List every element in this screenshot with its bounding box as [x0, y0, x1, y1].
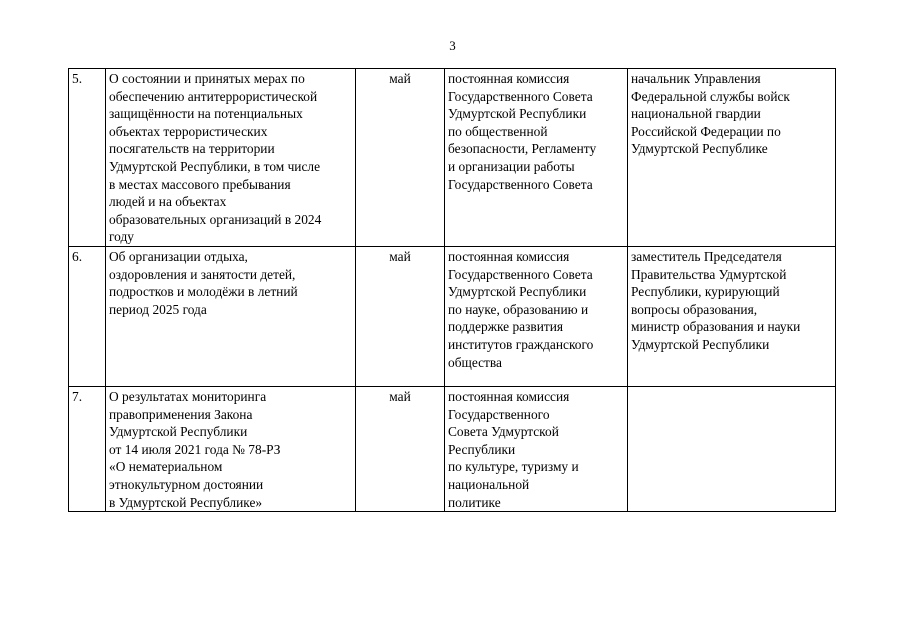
- committee-line: Государственного Совета: [448, 266, 593, 282]
- speaker-line: министр образования и науки: [631, 319, 801, 335]
- topic-line: подростков и молодёжи в летний: [109, 284, 298, 300]
- topic-line: О состоянии и принятых мерах по: [109, 71, 305, 86]
- topic-cell: [106, 69, 356, 247]
- topic-line: Об организации отдыха,: [109, 248, 248, 264]
- committee-line: Удмуртской Республики: [448, 106, 587, 122]
- committee-line: постоянная комиссия: [448, 71, 570, 86]
- month-cell: май: [356, 386, 445, 511]
- committee-line: Совета Удмуртской: [448, 424, 559, 440]
- speaker-line: Удмуртской Республики: [631, 336, 770, 352]
- topic-line: в Удмуртской Республике»: [109, 494, 263, 510]
- committee-line: постоянная комиссия: [448, 388, 570, 404]
- topic-line: образовательных организаций в 2024: [109, 211, 322, 227]
- row-number: 6.: [69, 246, 106, 386]
- speaker-line: заместитель Председателя: [631, 248, 782, 264]
- committee-line: национальной: [448, 476, 530, 492]
- committee-line: общества: [448, 354, 502, 370]
- committee-line: по науке, образованию и: [448, 301, 589, 317]
- topic-line: защищённости на потенциальных: [109, 106, 303, 122]
- committee-line: по культуре, туризму и: [448, 459, 579, 475]
- topic-line: этнокультурном достоянии: [109, 476, 264, 492]
- topic-line: людей и на объектах: [109, 194, 227, 210]
- committee-line: Удмуртской Республики: [448, 284, 587, 300]
- topic-line: правоприменения Закона: [109, 406, 253, 422]
- speaker-line: Российской Федерации по: [631, 123, 781, 139]
- speaker-line: Республики, курирующий: [631, 284, 780, 300]
- committee-line: поддержке развития: [448, 319, 564, 335]
- table-row: [69, 246, 836, 386]
- month-cell: май: [356, 69, 445, 247]
- topic-line: О результатах мониторинга: [109, 388, 267, 404]
- speaker-cell: [628, 69, 836, 247]
- committee-line: Государственного: [448, 406, 550, 422]
- topic-cell: [106, 246, 356, 386]
- speaker-cell: [628, 386, 836, 511]
- topic-cell: [106, 386, 356, 511]
- topic-line: объектах террористических: [109, 123, 268, 139]
- topic-line: Удмуртской Республики, в том числе: [109, 158, 321, 174]
- table-row: [69, 386, 836, 511]
- work-plan-table: [68, 68, 836, 512]
- page-number: 3: [449, 38, 456, 53]
- topic-line: обеспечению антитеррористической: [109, 88, 318, 104]
- speaker-line: национальной гвардии: [631, 106, 761, 122]
- committee-line: политике: [448, 494, 501, 510]
- committee-line: безопасности, Регламенту: [448, 141, 597, 157]
- speaker-cell: [628, 246, 836, 386]
- row-number: 5.: [69, 69, 106, 247]
- table-body: [69, 69, 836, 512]
- committee-cell: [445, 69, 628, 247]
- speaker-line: Федеральной службы войск: [631, 88, 790, 104]
- speaker-line: начальник Управления: [631, 71, 761, 86]
- speaker-line: вопросы образования,: [631, 301, 758, 317]
- committee-line: Республики: [448, 441, 516, 457]
- month-cell: май: [356, 246, 445, 386]
- committee-cell: [445, 246, 628, 386]
- speaker-line: Правительства Удмуртской: [631, 266, 787, 282]
- speaker-line: Удмуртской Республике: [631, 141, 768, 157]
- topic-line: в местах массового пребывания: [109, 176, 291, 192]
- committee-line: институтов гражданского: [448, 336, 594, 352]
- committee-line: Государственного Совета: [448, 88, 593, 104]
- committee-line: постоянная комиссия: [448, 248, 570, 264]
- committee-line: Государственного Совета: [448, 176, 593, 192]
- topic-line: Удмуртской Республики: [109, 424, 248, 440]
- row-number: 7.: [69, 386, 106, 511]
- table-row: [69, 69, 836, 247]
- topic-line: период 2025 года: [109, 301, 207, 317]
- committee-line: по общественной: [448, 123, 548, 139]
- topic-line: посягательств на территории: [109, 141, 275, 157]
- topic-line: от 14 июля 2021 года № 78-РЗ: [109, 441, 281, 457]
- committee-line: и организации работы: [448, 158, 575, 174]
- committee-cell: [445, 386, 628, 511]
- topic-line: году: [109, 229, 134, 245]
- topic-line: «О нематериальном: [109, 459, 223, 475]
- topic-line: оздоровления и занятости детей,: [109, 266, 296, 282]
